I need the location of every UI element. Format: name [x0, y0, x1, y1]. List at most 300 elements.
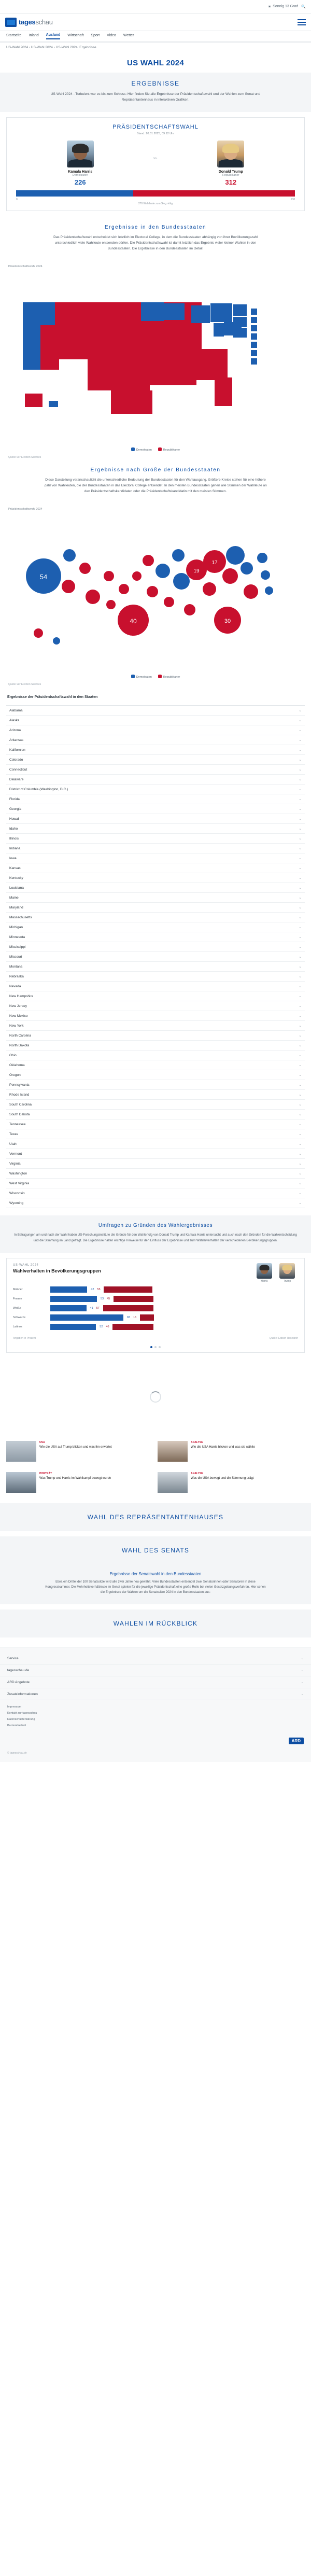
presidential-result-card [6, 117, 305, 211]
chevron-down-icon: ⌄ [299, 1123, 302, 1127]
state-row[interactable] [6, 1179, 305, 1188]
loading-spinner-icon [150, 1391, 161, 1403]
survey-heading: Umfragen zu Gründen des Wahlergebnisses [98, 1223, 213, 1229]
state-row[interactable] [6, 1080, 305, 1090]
chevron-down-icon: ⌄ [299, 926, 302, 930]
chevron-down-icon: ⌄ [299, 995, 302, 999]
poll-row-label: Latinos [13, 1325, 22, 1329]
state-row-label: Oklahoma [9, 1063, 25, 1067]
masthead [0, 13, 311, 31]
state-row-label: Washington [9, 1171, 27, 1175]
chevron-down-icon: ⌄ [299, 1142, 302, 1146]
chevron-down-icon: ⌄ [299, 935, 302, 940]
senate-heading: WAHL DES SENATS [121, 1546, 190, 1554]
state-row-label: Alaska [9, 718, 20, 722]
nav-item-4[interactable]: Sport [91, 34, 100, 37]
poll-row [13, 1314, 298, 1322]
svg-text:40: 40 [130, 618, 137, 625]
chevron-down-icon: ⌄ [299, 1132, 302, 1137]
chevron-down-icon: ⌄ [299, 719, 302, 723]
chevron-down-icon: ⌄ [299, 837, 302, 841]
senate-note-text: Etwa ein Drittel der 100 Senatssitze wird alle zwei Jahre neu gewählt. Viele Bundesstaaten entsendet zwei Senatorinnen oder Senatoren in diese Kongresskammer. Die Mehrheitsverhältnisse im Senat spielen für die jeweilige Präsidentschaft eine große Rolle bei vielen Gesetzgebungsverfahren. Hier sehen die Ergebnisse der Wahlen um die Senatssitze 2024 in den Bundesstaaten aus: [45, 1580, 266, 1594]
state-row[interactable] [6, 853, 305, 863]
chevron-down-icon: ⌄ [299, 1014, 302, 1018]
candidate-rep-name: Donald Trump [218, 170, 243, 174]
state-row[interactable] [6, 942, 305, 952]
state-row[interactable] [6, 1051, 305, 1060]
teaser-title: Was Trump und Harris im Wahlkampf bewegt wurde [39, 1476, 111, 1480]
state-row-label: Maine [9, 895, 19, 900]
chevron-down-icon: ⌄ [299, 1113, 302, 1117]
state-row-label: New Jersey [9, 1004, 27, 1008]
state-list [6, 705, 305, 1208]
state-row[interactable] [6, 922, 305, 932]
state-row-label: Pennsylvania [9, 1083, 30, 1087]
nav-item-6[interactable]: Wetter [123, 34, 134, 37]
poll-source: Quelle: Edison Research [269, 1336, 298, 1340]
chevron-down-icon: ⌄ [299, 906, 302, 910]
nav-item-5[interactable]: Video [107, 34, 116, 37]
chevron-down-icon: ⌄ [299, 866, 302, 871]
state-row[interactable] [6, 755, 305, 765]
ard-logo[interactable] [289, 1738, 304, 1744]
map1-legend [0, 445, 311, 456]
footer-row-tagesschau[interactable] [0, 1664, 311, 1676]
poll-face-rep-label: Trump [283, 1279, 291, 1283]
candidate-comparison [7, 137, 304, 186]
presidential-heading: PRÄSIDENTSCHAFTSWAHL [112, 124, 199, 131]
menu-button[interactable] [298, 19, 306, 25]
map2-title: Ergebnisse nach Größe der Bundesstaaten [90, 467, 221, 473]
main-nav [0, 31, 311, 43]
results-intro-band [0, 73, 311, 112]
state-row-label: Rhode Island [9, 1093, 30, 1097]
teaser-item[interactable] [158, 1472, 305, 1493]
state-row-label: Utah [9, 1142, 17, 1146]
chevron-down-icon: ⌄ [299, 965, 302, 969]
us-map-svg[interactable] [7, 271, 304, 442]
vs-label: vs. [153, 157, 158, 161]
state-row[interactable] [6, 814, 305, 824]
poll-row-value-left: 53 [100, 1297, 104, 1301]
chevron-down-icon: ⌄ [299, 886, 302, 890]
candidate-dem-name: Kamala Harris [68, 170, 93, 174]
legend-dem: Demokraten [131, 447, 152, 452]
poll-bar-right [104, 1286, 152, 1293]
state-row[interactable] [6, 794, 305, 804]
map1-desc: Das Präsidentschaftswahl entscheidet sich letztlich im Electoral College, in dem die Bundesstaaten abhängig von ihrer Bevölkerungszahl unterschiedlich viele Wahlleute entsenden dürfen. Die Präsidentschaftswahl ist damit letztlich das Ergebnis vieler kleiner Wahlen in den Bundesstaaten. Die Ergebnisse in den Bundesstaaten im Detail: [53, 235, 258, 251]
electoral-bar-chart [7, 186, 304, 211]
electoral-bar-rep [133, 190, 295, 197]
state-map-choropleth[interactable] [0, 269, 311, 445]
chevron-down-icon: ⌄ [299, 709, 302, 713]
logo-mark-icon [5, 18, 17, 27]
state-row-label: Maryland [9, 905, 23, 909]
state-row-label: Massachusetts [9, 915, 32, 919]
chevron-down-icon: ⌄ [299, 827, 302, 831]
retrospective-section-band [0, 1609, 311, 1637]
state-row[interactable] [6, 972, 305, 982]
chevron-down-icon: ⌄ [299, 1083, 302, 1087]
footer [0, 1647, 311, 1762]
map1-title: Ergebnisse in den Bundesstaaten [104, 225, 207, 231]
teaser-thumbnail [158, 1472, 188, 1493]
footer-row-label: Service [7, 1656, 19, 1660]
state-row-label: Nebraska [9, 974, 24, 978]
results-heading: ERGEBNISSE [131, 80, 180, 87]
chevron-down-icon: ⌄ [301, 1692, 304, 1697]
chevron-down-icon: ⌄ [299, 985, 302, 989]
state-row-label: Idaho [9, 827, 18, 831]
candidate-dem-votes: 226 [74, 178, 86, 187]
state-row-label: West Virginia [9, 1181, 30, 1185]
map2-subhead: Präsidentschaftswahl 2024 [8, 508, 43, 511]
state-row-label: Delaware [9, 777, 24, 781]
poll-row-label: Schwarze [13, 1316, 26, 1320]
teaser-kicker: ANALYSE [191, 1440, 203, 1444]
teaser-row-1 [0, 1436, 311, 1467]
state-row-label: Tennessee [9, 1122, 26, 1126]
carousel-dots[interactable] [7, 1344, 304, 1352]
house-heading: WAHL DES REPRÄSENTANTENHAUSES [87, 1513, 224, 1521]
chevron-down-icon: ⌄ [299, 817, 302, 821]
chevron-down-icon: ⌄ [299, 1093, 302, 1097]
state-row[interactable] [6, 1139, 305, 1149]
state-row[interactable] [6, 765, 305, 775]
electoral-bar-dem [16, 190, 133, 197]
poll-rows [7, 1283, 304, 1335]
footer-link-barrierefreiheit[interactable]: Barrierefreiheit [7, 1724, 26, 1728]
footer-row-label: tagesschau.de [7, 1668, 30, 1672]
state-row-label: Arkansas [9, 738, 24, 742]
state-row[interactable] [6, 1159, 305, 1169]
state-row-label: Mississippi [9, 945, 26, 949]
results-text: US-Wahl 2024 - Turbulent war es bis zum Schluss: Hier finden Sie alle Ergebnisse der Präsidentschaftswahl und der Wahlen zum Senat und Repräsentantenhaus in interaktiven Grafiken. [50, 92, 261, 102]
state-row-label: Missouri [9, 955, 22, 959]
scale-threshold: 270 Wahlleute zum Sieg nötig [138, 202, 173, 206]
footer-row-label: Zusatzinformationen [7, 1692, 38, 1696]
chevron-down-icon: ⌄ [299, 857, 302, 861]
teaser-item[interactable] [158, 1441, 305, 1462]
chevron-down-icon: ⌄ [301, 1669, 304, 1673]
state-row[interactable] [6, 1090, 305, 1100]
candidate-rep-photo [217, 141, 244, 167]
footer-link-kontakt[interactable]: Kontakt zur tagesschau [7, 1712, 37, 1715]
nav-item-0[interactable]: Startseite [6, 34, 22, 37]
footer-row-additional[interactable] [0, 1688, 311, 1700]
carousel-dot-0[interactable] [150, 1346, 152, 1348]
poll-footer [7, 1335, 304, 1344]
chevron-down-icon: ⌄ [299, 797, 302, 802]
footer-link-impressum[interactable]: Impressum [7, 1705, 22, 1709]
state-row[interactable] [6, 1188, 305, 1198]
footer-row-label: ARD Angebote [7, 1680, 30, 1684]
presidential-timestamp: Stand: 20.01.2025, 09:12 Uhr [136, 132, 175, 136]
state-row[interactable] [6, 1119, 305, 1129]
state-row[interactable] [6, 1011, 305, 1021]
state-row-label: Connecticut [9, 767, 27, 772]
poll-face-dem-label: Harris [261, 1279, 268, 1283]
poll-row-value-left: 83 [126, 1316, 131, 1320]
poll-row-label: Weiße [13, 1307, 21, 1310]
poll-row-value-right: 46 [106, 1325, 109, 1329]
copyright: © tagesschau.de [7, 1752, 27, 1755]
state-row-label: Nevada [9, 984, 21, 988]
nav-item-1[interactable]: Inland [29, 34, 39, 37]
svg-text:17: 17 [211, 560, 218, 566]
poll-row [13, 1295, 298, 1303]
state-row[interactable] [6, 844, 305, 853]
chevron-down-icon: ⌄ [299, 1073, 302, 1077]
teaser-item[interactable] [6, 1441, 153, 1462]
state-row[interactable] [6, 1060, 305, 1070]
state-row[interactable] [6, 883, 305, 893]
state-row[interactable] [6, 1110, 305, 1119]
chevron-down-icon: ⌄ [299, 1044, 302, 1048]
teaser-title: Wie die USA auf Trump blicken und was ihn erwartet [39, 1445, 112, 1449]
retrospective-heading: WAHLEN IM RÜCKBLICK [113, 1620, 198, 1628]
search-icon[interactable]: 🔍 [301, 5, 306, 9]
weather-widget[interactable] [268, 5, 298, 9]
poll-row [13, 1286, 298, 1294]
state-row-label: Wyoming [9, 1201, 24, 1205]
poll-row-value-left: 41 [90, 1307, 93, 1310]
state-row[interactable] [6, 725, 305, 735]
site-logo[interactable] [5, 18, 53, 27]
map2-desc: Diese Darstellung veranschaulicht die unterschiedliche Bedeutung der Bundesstaaten für den Wahlausgang. Größere Kreise stehen für eine höhere Zahl von Wahlleuten, die der Bundesstaaten in das Electoral College entsendet. In den meisten Bundesstaaten gehen alle Stimmen der Wahlleute an den Präsidentschaftskandidaten oder die Präsidentschaftskandidatin mit den meisten Stimmen. [44, 478, 267, 494]
chevron-down-icon: ⌄ [299, 896, 302, 900]
state-row-label: South Dakota [9, 1112, 30, 1116]
chevron-down-icon: ⌄ [299, 847, 302, 851]
chevron-down-icon: ⌄ [301, 1681, 304, 1685]
poll-bar-left [50, 1324, 96, 1330]
electoral-bar-scale [16, 198, 295, 201]
footer-row-ard[interactable] [0, 1676, 311, 1688]
senate-note-band [0, 1564, 311, 1605]
poll-bar-right [103, 1305, 153, 1311]
survey-band [0, 1215, 311, 1252]
state-row[interactable] [6, 1100, 305, 1110]
candidate-rep-party: Republikaner [222, 174, 239, 177]
chevron-down-icon: ⌄ [299, 1103, 302, 1107]
teaser-item[interactable] [6, 1472, 153, 1493]
page-title: US WAHL 2024 [126, 59, 185, 67]
house-section-band [0, 1503, 311, 1531]
presidential-header [7, 118, 304, 137]
state-row-label: Texas [9, 1132, 18, 1136]
electoral-bar [16, 190, 295, 197]
candidate-dem [16, 141, 144, 186]
chevron-down-icon: ⌄ [299, 738, 302, 743]
poll-row-label: Frauen [13, 1297, 22, 1301]
chevron-down-icon: ⌄ [299, 1054, 302, 1058]
state-row[interactable] [6, 1001, 305, 1011]
state-row-label: Florida [9, 797, 20, 801]
poll-title: Wahlverhalten in Bevölkerungsgruppen [13, 1268, 101, 1273]
poll-row [13, 1323, 298, 1331]
footer-link-datenschutz[interactable]: Datenschutzerklärung [7, 1718, 35, 1721]
state-row-label: Illinois [9, 836, 19, 841]
state-row-label: North Carolina [9, 1033, 31, 1038]
state-row-label: Kentucky [9, 876, 23, 880]
state-row[interactable] [6, 735, 305, 745]
state-row[interactable] [6, 991, 305, 1001]
chevron-down-icon: ⌄ [299, 1004, 302, 1009]
state-map-bubbles[interactable] [0, 512, 311, 673]
weather-label: Sonnig 13 Grad [273, 5, 299, 8]
state-row[interactable] [6, 745, 305, 755]
chevron-down-icon: ⌄ [299, 1172, 302, 1176]
state-row-label: Georgia [9, 807, 22, 811]
state-row-label: New York [9, 1024, 24, 1028]
state-row[interactable] [6, 785, 305, 794]
state-row-label: New Mexico [9, 1014, 28, 1018]
chevron-down-icon: ⌄ [299, 1024, 302, 1028]
state-row-label: North Dakota [9, 1043, 30, 1047]
map2-legend [0, 673, 311, 683]
poll-bar-right [140, 1314, 154, 1321]
state-row[interactable] [6, 952, 305, 962]
poll-kicker: US-WAHL 2024 [13, 1263, 39, 1267]
state-row-label: Indiana [9, 846, 21, 850]
state-row[interactable] [6, 775, 305, 785]
poll-row [13, 1305, 298, 1312]
us-bubble-map-svg[interactable] [7, 514, 304, 669]
carousel-dot-2[interactable] [159, 1346, 161, 1348]
state-row-label: Arizona [9, 728, 21, 732]
chevron-down-icon: ⌄ [299, 1201, 302, 1206]
chevron-down-icon: ⌄ [299, 1182, 302, 1186]
chevron-down-icon: ⌄ [299, 916, 302, 920]
utility-bar [0, 0, 311, 13]
state-row-label: Vermont [9, 1152, 22, 1156]
state-row-label: Louisiana [9, 886, 24, 890]
scale-right: 538 [290, 198, 295, 202]
survey-text: In Befragungen am und nach der Wahl haben US-Forschungsinstitute die Gründe für den Wahlerfolg von Donald Trump und Kamala Harris untersucht und auch nach den Gründen für die Wahlentscheidung und die Stimmung im Land gefragt. Die Ergebnisse halten wichtige Hinweise für den Einfluss der Ergebnisse und zum Wählerverhalten der verschiedenen Bevölkerungsgruppen. [14, 1234, 297, 1242]
state-row[interactable] [6, 1149, 305, 1159]
state-row-label: District of Columbia (Washington, D.C.) [9, 787, 68, 791]
chevron-down-icon: ⌄ [299, 876, 302, 880]
state-row-label: Kansas [9, 866, 21, 870]
state-row[interactable] [6, 982, 305, 991]
state-row-label: Minnesota [9, 935, 25, 939]
state-row-label: Hawaii [9, 817, 20, 821]
state-row-label: New Hampshire [9, 994, 34, 998]
chevron-down-icon: ⌄ [299, 768, 302, 772]
state-row-label: Virginia [9, 1161, 21, 1166]
map1-source: Quelle: AP Election Services [8, 456, 41, 459]
chevron-down-icon: ⌄ [299, 1034, 302, 1038]
poll-bar-left [50, 1286, 87, 1293]
state-row[interactable] [6, 903, 305, 913]
candidate-rep-votes: 312 [225, 178, 237, 187]
state-row[interactable] [6, 873, 305, 883]
svg-text:19: 19 [193, 568, 200, 575]
teaser-title: Wie die USA Harris blicken und was sie wählte [191, 1445, 256, 1449]
chevron-down-icon: ⌄ [299, 1162, 302, 1166]
state-row[interactable] [6, 824, 305, 834]
state-row-label: Kalifornien [9, 748, 25, 752]
svg-text:30: 30 [224, 618, 231, 625]
svg-text:54: 54 [39, 573, 48, 581]
poll-card [6, 1258, 305, 1353]
chevron-down-icon: ⌄ [299, 1152, 302, 1156]
state-row[interactable] [6, 716, 305, 725]
state-row-label: Michigan [9, 925, 23, 929]
state-row[interactable] [6, 804, 305, 814]
state-row[interactable] [6, 1070, 305, 1080]
logo-text: tagesschau [19, 18, 53, 26]
candidate-dem-photo [67, 141, 94, 167]
poll-bar-left [50, 1296, 97, 1302]
candidate-dem-party: Demokraten [72, 174, 88, 177]
chevron-down-icon: ⌄ [299, 975, 302, 979]
state-row[interactable] [6, 893, 305, 903]
map2-source: Quelle: AP Election Services [8, 683, 41, 687]
loading-area [0, 1358, 311, 1436]
chevron-down-icon: ⌄ [299, 778, 302, 782]
chevron-down-icon: ⌄ [299, 1192, 302, 1196]
state-row[interactable] [6, 1129, 305, 1139]
poll-row-value-right: 45 [107, 1297, 110, 1301]
state-row[interactable] [6, 1041, 305, 1051]
state-row-label: Iowa [9, 856, 17, 860]
poll-row-value-left: 52 [100, 1325, 103, 1329]
senate-section-band [0, 1536, 311, 1564]
state-row-label: Montana [9, 964, 23, 969]
state-row-label: Ohio [9, 1053, 17, 1057]
state-row[interactable] [6, 1021, 305, 1031]
ard-logo-label: ARD [289, 1738, 304, 1744]
state-row[interactable] [6, 932, 305, 942]
scale-left: 0 [16, 198, 18, 202]
senate-note-heading: Ergebnisse der Senatswahl in den Bundesstaaten [109, 1571, 202, 1576]
poll-face-rep [278, 1263, 296, 1283]
chevron-down-icon: ⌄ [299, 1063, 302, 1068]
state-row-label: South Carolina [9, 1102, 32, 1107]
nav-item-3[interactable]: Wirtschaft [67, 34, 84, 37]
sun-icon: ☀ [267, 5, 272, 9]
teaser-title: Was die USA bewegt und die Stimmung prägt [191, 1476, 254, 1480]
poll-bar-left [50, 1305, 87, 1311]
candidate-rep [167, 141, 295, 186]
chevron-down-icon: ⌄ [299, 729, 302, 733]
teaser-row-2 [0, 1467, 311, 1498]
poll-row-value-left: 42 [91, 1288, 94, 1292]
teaser-thumbnail [158, 1441, 188, 1462]
state-row-label: Colorado [9, 758, 23, 762]
map1-subhead: Präsidentschaftswahl 2024 [8, 265, 43, 269]
state-row[interactable] [6, 1169, 305, 1179]
map1-intro [0, 216, 311, 261]
state-row[interactable] [6, 962, 305, 972]
footer-bottom [0, 1732, 311, 1752]
chevron-down-icon: ⌄ [301, 1657, 304, 1661]
state-row[interactable] [6, 913, 305, 922]
poll-row-value-right: 55 [97, 1288, 101, 1292]
poll-row-value-right: 57 [96, 1307, 100, 1310]
state-row[interactable] [6, 706, 305, 716]
footer-row-service[interactable] [0, 1653, 311, 1664]
carousel-dot-1[interactable] [154, 1346, 157, 1348]
state-row[interactable] [6, 1198, 305, 1208]
state-row[interactable] [6, 863, 305, 873]
nav-item-2[interactable]: Ausland [46, 33, 61, 39]
legend2-rep: Republikaner [158, 675, 180, 679]
state-row[interactable] [6, 1031, 305, 1041]
state-row[interactable] [6, 834, 305, 844]
chevron-down-icon: ⌄ [299, 807, 302, 811]
